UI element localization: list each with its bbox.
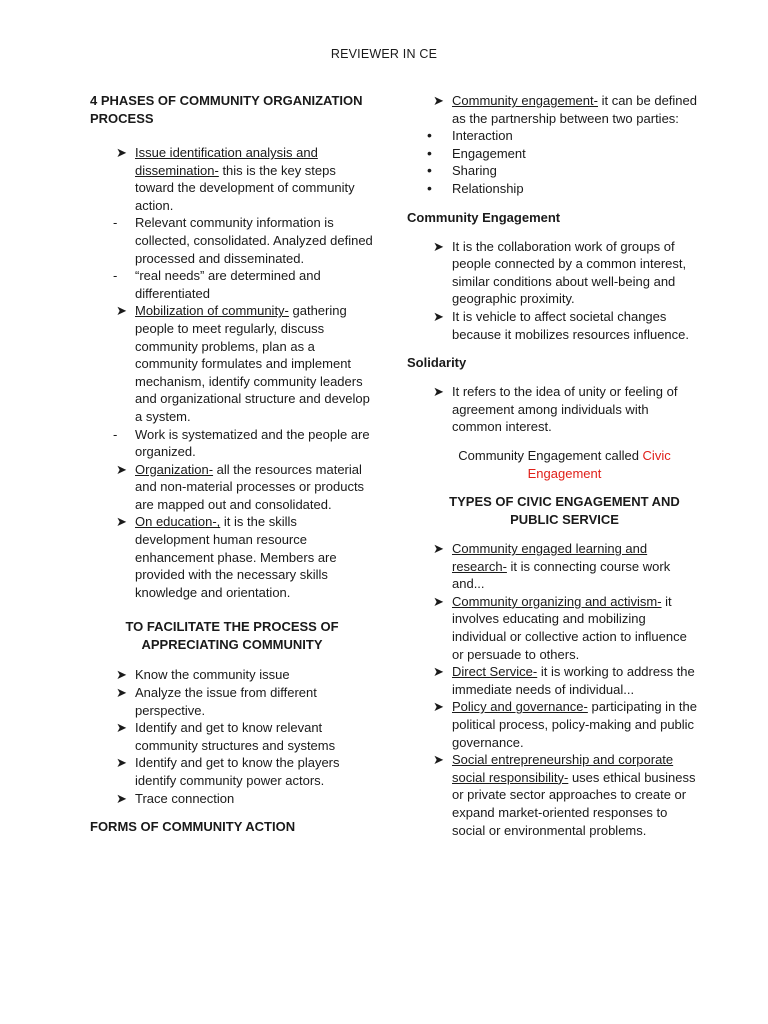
term-label: Policy and governance- <box>452 699 588 715</box>
item-text: Engagement <box>452 145 526 161</box>
item-text: Relationship <box>452 180 524 196</box>
arrow-bullet-icon: ➤ <box>116 461 127 477</box>
term-label: On education-, <box>135 514 221 530</box>
item-text: Interaction <box>452 128 513 144</box>
note-text: Community Engagement called <box>458 447 643 463</box>
list-item <box>90 302 374 425</box>
arrow-bullet-icon: ➤ <box>433 308 444 324</box>
heading-facilitate: TO FACILITATE THE PROCESS OF APPRECIATING COMMUNITY <box>125 619 339 653</box>
list-item <box>90 214 374 267</box>
list-item <box>407 593 697 663</box>
dot-bullet-icon: • <box>427 144 432 161</box>
arrow-bullet-icon: ➤ <box>433 384 444 400</box>
arrow-bullet-icon: ➤ <box>116 667 127 683</box>
arrow-bullet-icon: ➤ <box>433 664 444 680</box>
item-text: Trace connection <box>135 790 235 806</box>
term-label: Community engaged learning and research- <box>452 541 648 574</box>
list-item <box>90 513 374 601</box>
list-item <box>90 684 374 719</box>
phases-list <box>90 144 374 601</box>
list-item <box>90 790 374 808</box>
list-item <box>407 145 697 163</box>
arrow-bullet-icon: ➤ <box>116 685 127 701</box>
list-item <box>90 426 374 461</box>
heading-types: TYPES OF CIVIC ENGAGEMENT AND PUBLIC SERVICE <box>449 494 680 528</box>
term-community-engagement: Community engagement- <box>452 93 598 108</box>
list-item <box>90 754 374 789</box>
dot-bullet-icon: • <box>427 162 432 179</box>
civic-engagement-note <box>407 447 697 482</box>
item-text: gathering people to meet regularly, discuss community problems, plan as a community formulates and implement mechanism, identify community leaders and organizational structure and develop a system. <box>135 303 370 424</box>
arrow-bullet-icon: ➤ <box>116 755 127 771</box>
list-item <box>407 751 697 839</box>
item-text: It refers to the idea of unity or feeling of agreement among individuals with common interest. <box>452 384 678 435</box>
item-text: Identify and get to know the players identify community power actors. <box>135 755 340 788</box>
list-item <box>90 144 374 214</box>
arrow-bullet-icon: ➤ <box>116 303 127 319</box>
item-text: Work is systematized and the people are organized. <box>135 426 370 460</box>
list-item <box>407 540 697 593</box>
list-item <box>407 180 697 198</box>
heading-community-engagement: Community Engagement <box>407 209 561 225</box>
item-text: participating in the political process, policy-making and public governance. <box>452 699 697 750</box>
dash-bullet-icon: - <box>113 268 118 284</box>
dot-bullet-icon: • <box>427 127 432 144</box>
heading-phases: 4 PHASES OF COMMUNITY ORGANIZATION PROCESS <box>90 93 363 126</box>
document-title: REVIEWER IN CE <box>330 47 438 61</box>
arrow-bullet-icon: ➤ <box>433 238 444 254</box>
arrow-bullet-icon: ➤ <box>116 145 127 160</box>
note-highlight: Civic Engagement <box>527 447 671 481</box>
ce-list <box>407 238 697 344</box>
arrow-bullet-icon: ➤ <box>433 593 444 609</box>
item-text: “real needs” are determined and differentiated <box>135 268 321 301</box>
dash-bullet-icon: - <box>113 215 118 231</box>
list-item <box>90 267 374 302</box>
item-text: uses ethical business or private sector approaches to create or expand market-oriented responses to social or environmental problems. <box>452 769 696 838</box>
term-label: Community organizing and activism- <box>452 593 662 609</box>
item-text: Analyze the issue from different perspective. <box>135 685 317 718</box>
list-item <box>407 383 697 436</box>
item-text: this is the key steps toward the development of community action. <box>135 162 355 213</box>
solidarity-list <box>407 383 697 436</box>
list-item <box>407 663 697 698</box>
dot-bullet-icon: • <box>427 179 432 196</box>
arrow-bullet-icon: ➤ <box>433 752 444 768</box>
item-text: it is the skills development human resource enhancement phase. Members are provided with the necessary skills knowledge and orientation. <box>135 514 337 600</box>
arrow-bullet-icon: ➤ <box>116 720 127 736</box>
item-text: it is connecting course work and... <box>452 558 671 592</box>
item-text: Sharing <box>452 163 497 179</box>
list-item <box>407 698 697 751</box>
facilitate-list <box>90 666 374 807</box>
arrow-bullet-icon: ➤ <box>433 93 444 108</box>
list-item <box>90 461 374 514</box>
term-label: Organization- <box>135 461 214 477</box>
dash-bullet-icon: - <box>113 426 118 442</box>
term-label: Direct Service- <box>452 664 538 680</box>
list-item <box>90 666 374 684</box>
types-list <box>407 540 697 839</box>
item-text: It is the collaboration work of groups of people connected by a common interest, similar conditions about well-being and geographic proximity. <box>452 238 687 307</box>
item-text: all the resources material and non-material processes or products are mapped out and consolidated. <box>135 461 365 512</box>
list-item <box>407 238 697 308</box>
heading-solidarity: Solidarity <box>407 355 467 371</box>
arrow-bullet-icon: ➤ <box>116 514 127 530</box>
right-column <box>407 92 697 839</box>
item-text: Relevant community information is collected, consolidated. Analyzed defined processed and disseminated. <box>135 215 373 266</box>
item-text: Know the community issue <box>135 667 290 683</box>
list-item <box>90 719 374 754</box>
term-label: Issue identification analysis and dissemination- <box>135 145 318 178</box>
left-column <box>90 92 374 836</box>
item-text: It is vehicle to affect societal changes because it mobilizes resources influence. <box>452 308 690 342</box>
item-text: it involves educating and mobilizing individual or collective action to influence or persuade to others. <box>452 593 687 662</box>
arrow-bullet-icon: ➤ <box>433 541 444 557</box>
list-item <box>407 127 697 145</box>
term-definition: it can be defined as the partnership between two parties: <box>452 93 697 126</box>
engagement-list <box>407 92 697 127</box>
item-text: it is working to address the immediate needs of individual... <box>452 664 695 697</box>
heading-forms: FORMS OF COMMUNITY ACTION <box>90 819 296 835</box>
engagement-bullets <box>407 127 697 197</box>
item-text: Identify and get to know relevant community structures and systems <box>135 720 336 753</box>
list-item <box>407 162 697 180</box>
term-label: Mobilization of community- <box>135 303 289 319</box>
arrow-bullet-icon: ➤ <box>433 699 444 715</box>
list-item <box>407 92 697 127</box>
arrow-bullet-icon: ➤ <box>116 790 127 806</box>
list-item <box>407 308 697 343</box>
term-label: Social entrepreneurship and corporate social responsibility- <box>452 752 674 785</box>
